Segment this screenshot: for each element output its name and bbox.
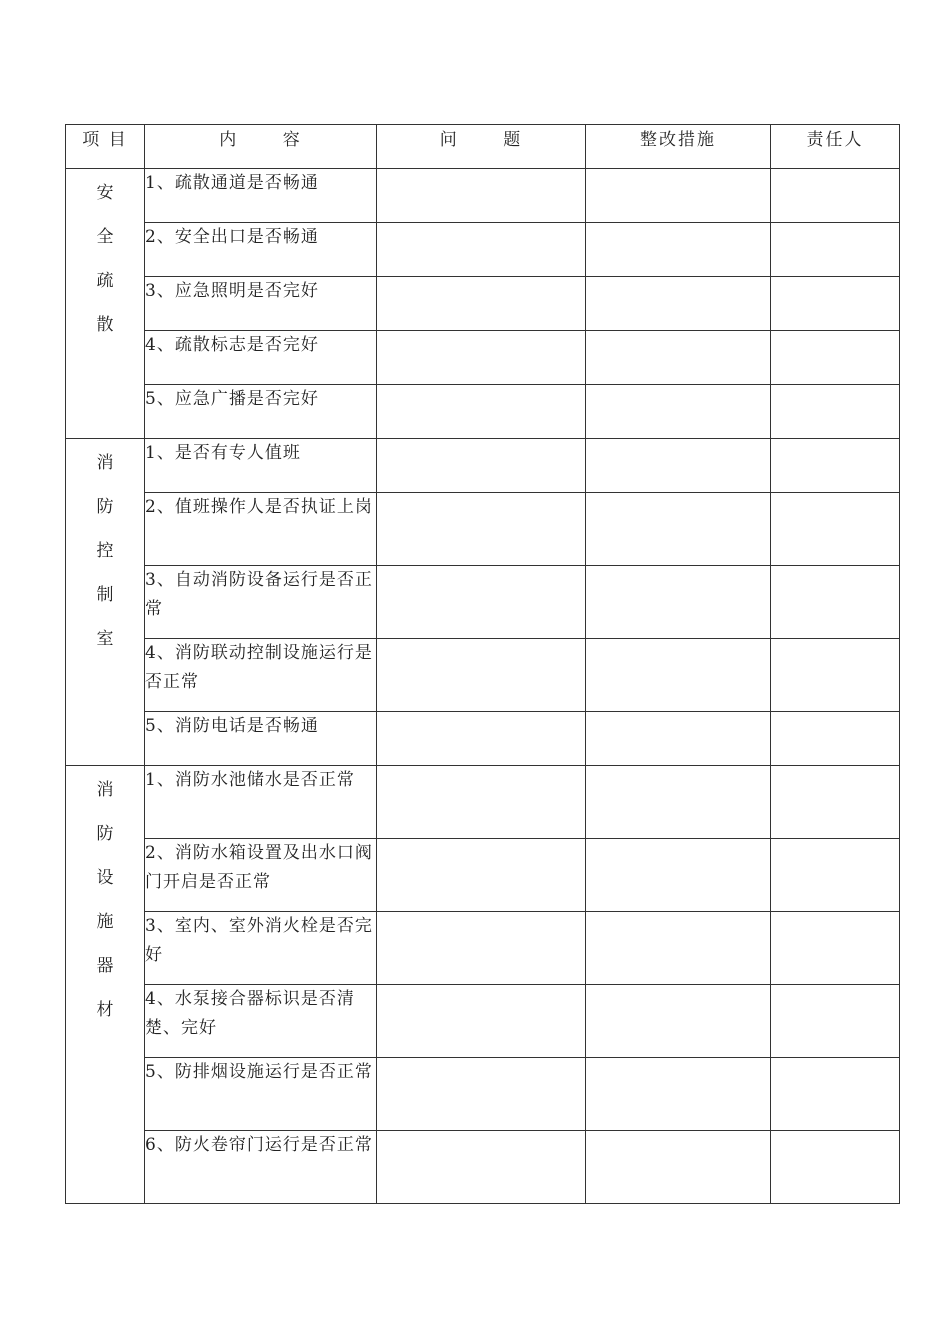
responsible-cell [771, 639, 900, 712]
table-row [66, 385, 900, 439]
category-control-room: 消 防 控 制 室 [66, 439, 145, 766]
rectification-cell [586, 331, 771, 385]
content-cell: 5、应急广播是否完好 [145, 385, 377, 439]
responsible-cell [771, 385, 900, 439]
problem-cell [377, 839, 586, 912]
table-row [66, 712, 900, 766]
responsible-cell [771, 1058, 900, 1131]
responsible-cell [771, 223, 900, 277]
content-cell: 2、消防水箱设置及出水口阀门开启是否正常 [145, 839, 377, 912]
rectification-cell [586, 385, 771, 439]
header-row [66, 125, 900, 169]
content-cell: 3、应急照明是否完好 [145, 277, 377, 331]
rectification-cell [586, 839, 771, 912]
problem-cell [377, 1131, 586, 1204]
header-rectification: 整改措施 [586, 125, 771, 169]
rectification-cell [586, 277, 771, 331]
rectification-cell [586, 169, 771, 223]
responsible-cell [771, 331, 900, 385]
responsible-cell [771, 839, 900, 912]
table-row [66, 1131, 900, 1204]
rectification-cell [586, 766, 771, 839]
responsible-cell [771, 277, 900, 331]
problem-cell [377, 1058, 586, 1131]
responsible-cell [771, 712, 900, 766]
table-row [66, 277, 900, 331]
problem-cell [377, 493, 586, 566]
table-row [66, 985, 900, 1058]
responsible-cell [771, 493, 900, 566]
problem-cell [377, 912, 586, 985]
table-row [66, 223, 900, 277]
content-cell: 3、自动消防设备运行是否正常 [145, 566, 377, 639]
content-cell: 5、防排烟设施运行是否正常 [145, 1058, 377, 1131]
rectification-cell [586, 566, 771, 639]
content-cell: 1、疏散通道是否畅通 [145, 169, 377, 223]
table-row [66, 1058, 900, 1131]
rectification-cell [586, 985, 771, 1058]
problem-cell [377, 766, 586, 839]
table-row [66, 839, 900, 912]
content-cell: 4、消防联动控制设施运行是否正常 [145, 639, 377, 712]
problem-cell [377, 639, 586, 712]
problem-cell [377, 712, 586, 766]
content-cell: 6、防火卷帘门运行是否正常 [145, 1131, 377, 1204]
rectification-cell [586, 712, 771, 766]
rectification-cell [586, 639, 771, 712]
problem-cell [377, 566, 586, 639]
category-facilities: 消 防 设 施 器 材 [66, 766, 145, 1204]
rectification-cell [586, 223, 771, 277]
problem-cell [377, 439, 586, 493]
problem-cell [377, 169, 586, 223]
fire-safety-inspection-table [65, 124, 900, 1204]
responsible-cell [771, 169, 900, 223]
content-cell: 2、值班操作人是否执证上岗 [145, 493, 377, 566]
table-row [66, 912, 900, 985]
table-row [66, 639, 900, 712]
header-project: 项 目 [66, 125, 145, 169]
header-problem: 问 题 [377, 125, 586, 169]
content-cell: 4、疏散标志是否完好 [145, 331, 377, 385]
rectification-cell [586, 493, 771, 566]
responsible-cell [771, 912, 900, 985]
problem-cell [377, 985, 586, 1058]
rectification-cell [586, 912, 771, 985]
problem-cell [377, 331, 586, 385]
table-row [66, 493, 900, 566]
rectification-cell [586, 439, 771, 493]
content-cell: 1、消防水池储水是否正常 [145, 766, 377, 839]
responsible-cell [771, 1131, 900, 1204]
content-cell: 5、消防电话是否畅通 [145, 712, 377, 766]
content-cell: 1、是否有专人值班 [145, 439, 377, 493]
problem-cell [377, 277, 586, 331]
content-cell: 2、安全出口是否畅通 [145, 223, 377, 277]
table-row [66, 169, 900, 223]
responsible-cell [771, 985, 900, 1058]
content-cell: 4、水泵接合器标识是否清楚、完好 [145, 985, 377, 1058]
table-row [66, 331, 900, 385]
table-row [66, 566, 900, 639]
rectification-cell [586, 1058, 771, 1131]
problem-cell [377, 385, 586, 439]
table-row [66, 766, 900, 839]
header-responsible: 责任人 [771, 125, 900, 169]
responsible-cell [771, 439, 900, 493]
problem-cell [377, 223, 586, 277]
rectification-cell [586, 1131, 771, 1204]
responsible-cell [771, 566, 900, 639]
table-row [66, 439, 900, 493]
category-evacuation: 安 全 疏 散 [66, 169, 145, 439]
responsible-cell [771, 766, 900, 839]
header-content: 内 容 [145, 125, 377, 169]
content-cell: 3、室内、室外消火栓是否完好 [145, 912, 377, 985]
